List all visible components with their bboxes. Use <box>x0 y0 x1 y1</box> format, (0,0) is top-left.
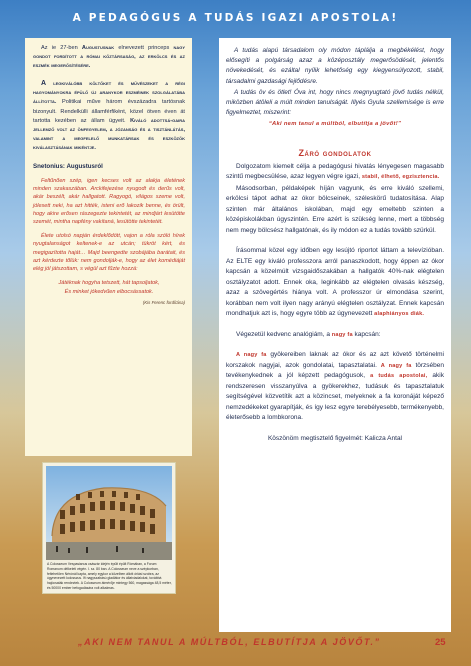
body-paragraph: Írásommal közel egy időben egy lesújtó riportot láttam a televízióban. Az ELTE egy kiváló professzora arról panaszkodott, hogy éppen az ókor kapcsán a közelmúlt vizsgaidőszakában a hallgatók 40%-nak elégtelen osztályzatot adott. Ennek oka, leginkább az elégtelen olvasás készség, azaz a szövegértés hiánya volt. A professzor úr elmondása szerint, korábban nem volt ilyen nagy arányú elégtelen osztályzat. Ennek kapcsán mondhatjuk azt is, hogy egyre több az úgynevezett alaphiányos diák. <box>226 247 444 318</box>
intro-paragraph-2: A legkiválóbb költőket és művészeket a régi hagyományokra épülő új aranykor eszméinek szolgálatába állította. Politikai műve három évszázadra tartósnak bizonyult. Rendelkülli államférfiként, közel ötven éven át tartotta kezében az állam ügyeit. Kiváló adottsá-gaira jellemző volt az önfegyelem, a józanság és a tisztánlátás, valamint a megfelelő munkatársak és eszközök kiválasztásának mikéntje. <box>33 80 185 151</box>
body-paragraph: Dolgozatom kiemelt célja a pedagógusi hivatás lényegesen magasabb szintű megbecsülése, azaz legyen végre igazi, stabil, élhető, egzisztencia. <box>226 162 444 181</box>
poem-body <box>33 177 185 307</box>
verse-line: És minket jókedvűen elbocsássatok. <box>64 289 154 296</box>
page-footer <box>0 634 471 654</box>
section-title: Záró gondolatok <box>298 147 372 158</box>
article-body <box>226 162 444 445</box>
augustus-intro <box>33 44 185 153</box>
translation-credit: (Kis Ferenc fordítása) <box>142 299 185 305</box>
poem-title: Snetonius: Augustusról <box>33 163 103 171</box>
body-paragraph: Másodsorban, példaképek híján vagyunk, és erre kiváló szellemi, erkölcsi tápot adhat az ókor bölcseinek, széleskörű tudatosítása. Alap szinten már általános iskolában, majd egy emeltebb szinten a középiskolákban úgyszintén. Erre azért is szükség lenne, mert a többség nem megy bölcsész hallgatónak, és ily módon ez a tudás tovább szürkül. <box>226 184 444 234</box>
signoff: Köszönöm megtisztelő figyelmét: Kalicza Antal <box>267 434 403 442</box>
right-article-panel <box>219 38 451 632</box>
colosseum-photo-box <box>42 462 176 594</box>
quote-paragraph: A tudás alapú társadalom oly módon táplálja a megbékélést, hogy elősegíti a polgárság azaz a középosztály megerősödését, jelentős növekedését, és ezáltal nyílik lehetőség egy kiegyensúlyozott, stabil, társadalmi gazdasági fejlődésre. <box>226 47 444 85</box>
quote-motto: “Aki nem tanul a múltból, elbutítja a jövőt!” <box>268 121 402 128</box>
body-paragraph: A nagy fa gyökereiben laknak az ókor és az azt követő történelmi korszakok nagyjai, azok gondolatai, tapasztalatai. A nagy fa törzsében tevékenykednek a jól képzett pedagógusok, a tudás apostolai, akik rendszeresen visszanyúlva a gyökerekhez, tudásuk és tapasztalatuk segítségével közvetítik azt a közincset, melyeknek a fa koronáját képező nemzedékeket gyarapítják, és így lesz egyre terebélyesebb, termékenyebb, életerősebb a lombkorona. <box>226 351 445 422</box>
poem-paragraph: Feltűnően szép, igen kecses volt az alakja életének minden szakaszában. Arckifejezése nyugodt és derűs volt, akár beszélt, akár hallgatott. Ragyogó, világos szeme volt, jólesett neki, ha azt hitték, isteni erő lakozik benne, és örült, hogy akire erősen rászegezte tekintetét, az mindjárt lesütötte szemét, mintha napfény vakítaná, lesütötte tekintetét. <box>33 178 185 226</box>
page-number: 25 <box>435 637 446 648</box>
poem-paragraph: Élete utolsó napján érdeklődött, vajon a róla szóló hírek nyugtalanságot keltenek-e az utcán; tükröt kért, és megigazította haját… Majd beengedte szobájába barátait, és azt kérdezte tőlük: nem gondolják-e, hogy az élet komédiáját elég jól játszottam, s végül azt fűzte hozzá: <box>33 233 185 273</box>
body-paragraph: Végezetül kedvenc analógiám, a nagy fa kapcsán: <box>236 330 381 338</box>
left-sidebar-panel <box>25 38 192 456</box>
verse-line: Játéknak hogyha tetszett, hát tapsoljatok, <box>58 280 160 287</box>
footer-motto: „AKI NEM TANUL A MÚLTBÓL, ELBUTÍTJA A JÖVŐT.” <box>78 637 381 647</box>
quote-block <box>226 46 444 130</box>
quote-paragraph: A tudás öv és ötlet! Óva int, hogy nincs megnyugtató jövő tudás nélkül, miközben átöleli a múlt minden tanulságát. Illyés Gyula szellemisége is erre figyelmeztet, miszerint: <box>226 88 444 117</box>
colosseum-image <box>46 466 172 560</box>
page-header-title: A PEDAGÓGUS A TUDÁS IGAZI APOSTOLA! <box>72 12 399 24</box>
intro-paragraph-1: Az ie 27-ben Augustusnak elnevezett princeps nagy gondot fordított a római köztársaság, az erkölcs és az eszmék megerősítésére. <box>33 45 186 70</box>
photo-caption: A Colosseum Vespasianus császár idején épült épült Rómában, a Forum Romanum délkeleti végén. I. sz. 80 ban. A Colosseum neve a szépkorban, feltehetően Nérónál kapta, amely egykor a közelben állott óriási szobra, az úgynevezett kolosszus. Ifi nagyszabású gladiátor és állatviadalokat, továbbá hajócsaták rendeztek. A Colosseum átmérője mintegy 560, magassága 48,5 méter, és 50000 ember befogadására volt alkalmas. <box>47 562 172 590</box>
